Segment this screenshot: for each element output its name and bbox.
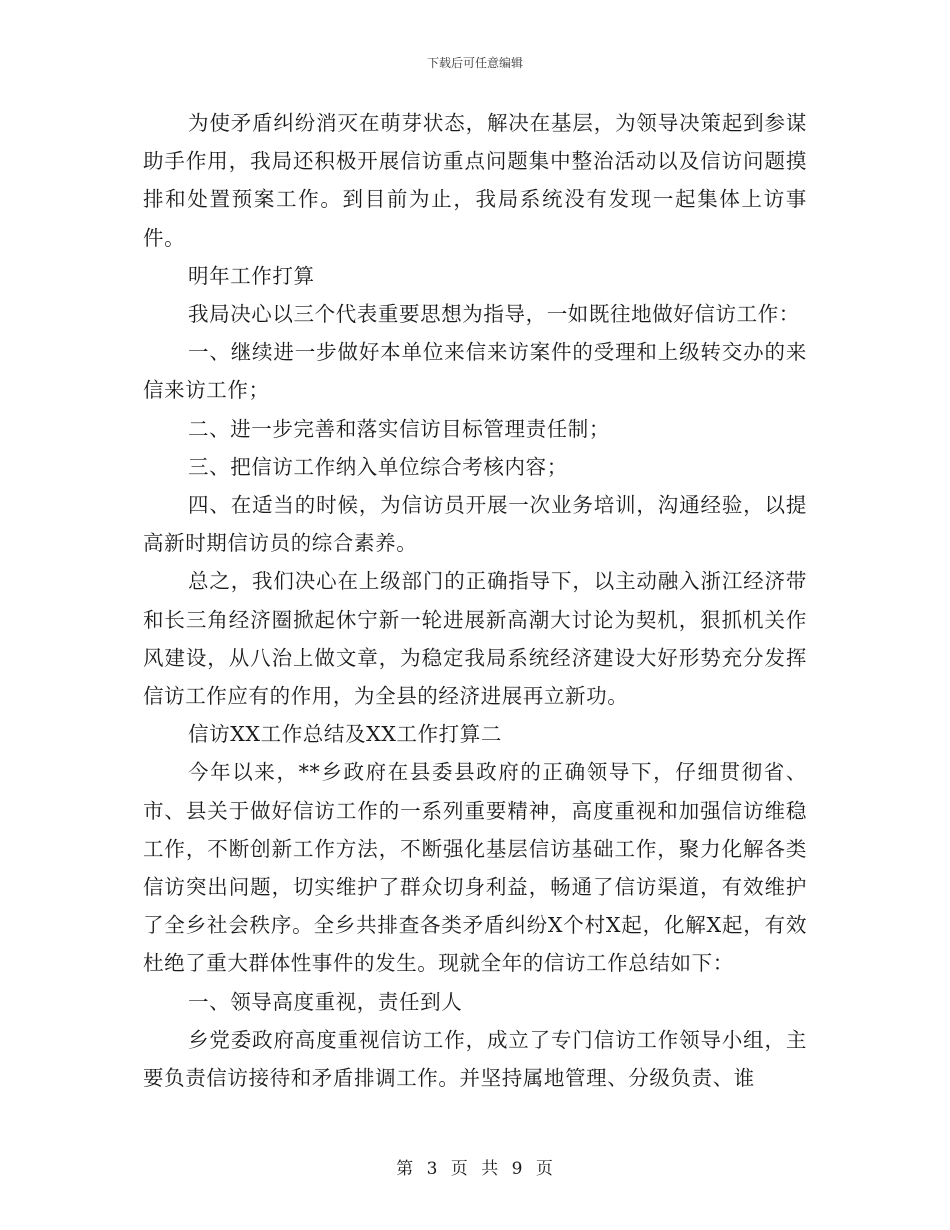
- document-body: [143, 104, 807, 1097]
- list-item: 四、在适当的时候，为信访员开展一次业务培训，沟通经验，以提高新时期信访员的综合素养。: [143, 493, 807, 556]
- paragraph: 今年以来，**乡政府在县委县政府的正确领导下，仔细贯彻省、市、县关于做好信访工作的一系列重要精神，高度重视和加强信访维稳工作，不断创新工作方法，不断强化基层信访基础工作，聚力化解各类信访突出问题，切实维护了群众切身利益，畅通了信访渠道，有效维护了全乡社会秩序。全乡共排查各类矛盾纠纷X个村X起，化解X起，有效杜绝了重大群体性事件的发生。现就全年的信访工作总结如下：: [143, 760, 807, 976]
- section-heading: 信访XX工作总结及XX工作打算二: [188, 722, 502, 747]
- paragraph: 乡党委政府高度重视信访工作，成立了专门信访工作领导小组，主要负责信访接待和矛盾排调工作。并坚持属地管理、分级负责、谁: [143, 1027, 807, 1091]
- paragraph: 为使矛盾纠纷消灭在萌芽状态，解决在基层，为领导决策起到参谋助手作用，我局还积极开展信访重点问题集中整治活动以及信访问题摸排和处置预案工作。到目前为止，我局系统没有发现一起集体上访事件。: [143, 111, 807, 250]
- section-heading: 一、领导高度重视，责任到人: [188, 989, 463, 1014]
- section-heading: 明年工作打算: [188, 263, 315, 288]
- list-item: 一、继续进一步做好本单位来信来访案件的受理和上级转交办的来信来访工作；: [143, 340, 807, 403]
- list-item: 二、进一步完善和落实信访目标管理责任制；: [188, 416, 610, 441]
- list-item: 三、把信访工作纳入单位综合考核内容；: [188, 454, 568, 479]
- page-header: 下载后可任意编辑: [426, 56, 523, 70]
- page-number: 第 3 页 共 9 页: [396, 1159, 554, 1179]
- paragraph: 总之，我们决心在上级部门的正确指导下，以主动融入浙江经济带和长三角经济圈掀起休宁新一轮进展新高潮大讨论为契机，狠抓机关作风建设，从八治上做文章，为稳定我局系统经济建设大好形势充分发挥信访工作应有的作用，为全县的经济进展再立新功。: [143, 569, 807, 709]
- paragraph: 我局决心以三个代表重要思想为指导，一如既往地做好信访工作：: [188, 302, 800, 327]
